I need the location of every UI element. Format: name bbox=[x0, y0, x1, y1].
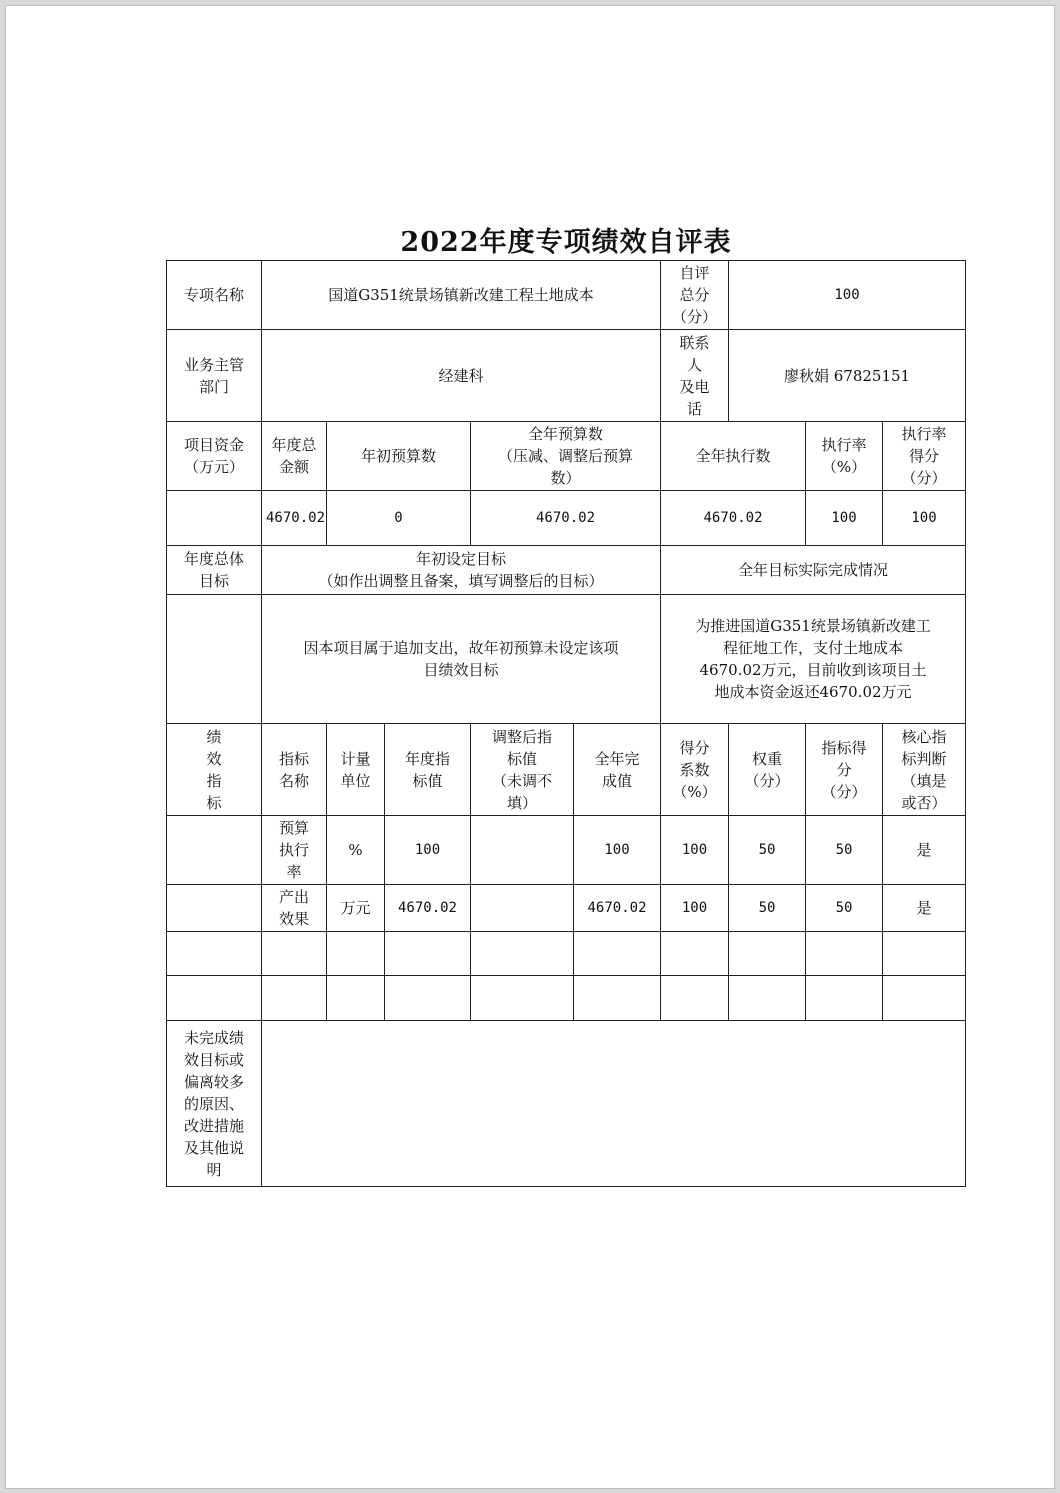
goals-header-row bbox=[167, 546, 966, 595]
indicator-annual: 4670.02 bbox=[385, 885, 471, 932]
indicator-unit: % bbox=[327, 816, 385, 885]
indicator-coefficient bbox=[661, 932, 729, 976]
funds-total-value: 4670.02 bbox=[262, 491, 327, 546]
indicator-adjusted bbox=[471, 932, 574, 976]
indicator-name: 产出 效果 bbox=[262, 885, 327, 932]
funds-rate-value: 100 bbox=[806, 491, 883, 546]
funds-label: 项目资金 （万元） bbox=[167, 422, 262, 491]
project-row bbox=[167, 261, 966, 330]
indicator-header-core: 核心指 标判断 （填是 或否） bbox=[883, 724, 966, 816]
funds-header-rate: 执行率 （%） bbox=[806, 422, 883, 491]
funds-values-row bbox=[167, 491, 966, 546]
indicator-coefficient: 100 bbox=[661, 816, 729, 885]
indicator-core: 是 bbox=[883, 816, 966, 885]
indicator-header-completed: 全年完 成值 bbox=[574, 724, 661, 816]
score-label: 自评 总分 （分） bbox=[661, 261, 729, 330]
indicator-unit bbox=[327, 976, 385, 1021]
dept-value: 经建科 bbox=[262, 330, 661, 422]
goals-empty-cell bbox=[167, 595, 262, 724]
indicator-coefficient: 100 bbox=[661, 885, 729, 932]
goals-actual-header: 全年目标实际完成情况 bbox=[661, 546, 966, 595]
table-row bbox=[167, 885, 966, 932]
document-page bbox=[5, 5, 1055, 1489]
funds-adjusted-value: 4670.02 bbox=[471, 491, 661, 546]
page-title: 2022年度专项绩效自评表 bbox=[400, 227, 732, 258]
indicator-annual bbox=[385, 932, 471, 976]
contact-value: 廖秋娟 67825151 bbox=[729, 330, 966, 422]
funds-rate-score-value: 100 bbox=[883, 491, 966, 546]
indicator-core: 是 bbox=[883, 885, 966, 932]
funds-header-initial: 年初预算数 bbox=[327, 422, 471, 491]
notes-label: 未完成绩 效目标或 偏离较多 的原因、 改进措施 及其他说 明 bbox=[167, 1021, 262, 1187]
funds-header-total: 年度总 金额 bbox=[262, 422, 327, 491]
indicator-completed: 100 bbox=[574, 816, 661, 885]
indicator-weight: 50 bbox=[729, 885, 806, 932]
notes-row bbox=[167, 1021, 966, 1187]
indicator-annual: 100 bbox=[385, 816, 471, 885]
funds-executed-value: 4670.02 bbox=[661, 491, 806, 546]
indicator-core bbox=[883, 932, 966, 976]
funds-initial-value: 0 bbox=[327, 491, 471, 546]
indicator-header-unit: 计量 单位 bbox=[327, 724, 385, 816]
indicator-adjusted bbox=[471, 976, 574, 1021]
indicator-coefficient bbox=[661, 976, 729, 1021]
indicator-completed bbox=[574, 932, 661, 976]
dept-label: 业务主管 部门 bbox=[167, 330, 262, 422]
indicator-completed: 4670.02 bbox=[574, 885, 661, 932]
goals-content-row bbox=[167, 595, 966, 724]
funds-header-adjusted: 全年预算数 （压减、调整后预算 数） bbox=[471, 422, 661, 491]
dept-row bbox=[167, 330, 966, 422]
indicator-header-coefficient: 得分 系数 （%） bbox=[661, 724, 729, 816]
indicator-header-weight: 权重 （分） bbox=[729, 724, 806, 816]
indicators-label: 绩 效 指 标 bbox=[167, 724, 262, 816]
indicator-weight: 50 bbox=[729, 816, 806, 885]
indicator-completed bbox=[574, 976, 661, 1021]
contact-label: 联系 人 及电 话 bbox=[661, 330, 729, 422]
indicators-header-row bbox=[167, 724, 966, 816]
indicator-annual bbox=[385, 976, 471, 1021]
self-evaluation-table bbox=[166, 260, 966, 1187]
indicator-name bbox=[262, 976, 327, 1021]
indicator-header-annual: 年度指 标值 bbox=[385, 724, 471, 816]
score-value: 100 bbox=[729, 261, 966, 330]
goals-label: 年度总体 目标 bbox=[167, 546, 262, 595]
indicator-header-score: 指标得 分 （分） bbox=[806, 724, 883, 816]
indicator-weight bbox=[729, 932, 806, 976]
indicator-name bbox=[262, 932, 327, 976]
indicator-unit bbox=[327, 932, 385, 976]
indicator-header-adjusted: 调整后指 标值 （未调不 填） bbox=[471, 724, 574, 816]
table-row bbox=[167, 932, 966, 976]
funds-empty-cell bbox=[167, 491, 262, 546]
indicator-adjusted bbox=[471, 816, 574, 885]
indicator-unit: 万元 bbox=[327, 885, 385, 932]
table-row bbox=[167, 816, 966, 885]
goals-initial-header: 年初设定目标 （如作出调整且备案，填写调整后的目标） bbox=[262, 546, 661, 595]
indicator-adjusted bbox=[471, 885, 574, 932]
indicator-score: 50 bbox=[806, 816, 883, 885]
funds-header-rate-score: 执行率 得分 （分） bbox=[883, 422, 966, 491]
indicator-score: 50 bbox=[806, 885, 883, 932]
notes-value bbox=[262, 1021, 966, 1187]
indicator-score bbox=[806, 976, 883, 1021]
indicator-weight bbox=[729, 976, 806, 1021]
funds-header-row bbox=[167, 422, 966, 491]
indicator-name: 预算 执行 率 bbox=[262, 816, 327, 885]
goals-initial-text: 因本项目属于追加支出，故年初预算未设定该项 目绩效目标 bbox=[262, 595, 661, 724]
indicator-core bbox=[883, 976, 966, 1021]
project-name-label: 专项名称 bbox=[167, 261, 262, 330]
indicator-header-name: 指标 名称 bbox=[262, 724, 327, 816]
funds-header-executed: 全年执行数 bbox=[661, 422, 806, 491]
goals-actual-text: 为推进国道G351统景场镇新改建工 程征地工作，支付土地成本 4670.02万元，目前收到该项目土 地成本资金返还4670.02万元 bbox=[661, 595, 966, 724]
indicator-score bbox=[806, 932, 883, 976]
project-name: 国道G351统景场镇新改建工程土地成本 bbox=[262, 261, 661, 330]
table-row bbox=[167, 976, 966, 1021]
